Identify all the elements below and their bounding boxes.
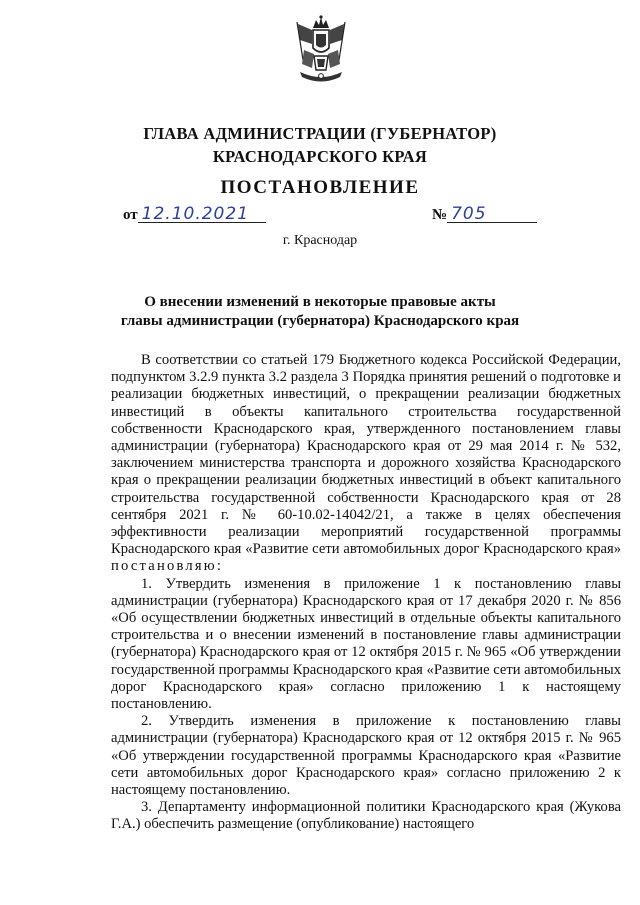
authority-line-1: ГЛАВА АДМИНИСТРАЦИИ (ГУБЕРНАТОР) xyxy=(143,124,497,143)
document-body xyxy=(111,352,621,834)
authority-line-2: КРАСНОДАРСКОГО КРАЯ xyxy=(212,147,428,166)
decree-word: постановляю: xyxy=(111,558,224,575)
number-row xyxy=(432,206,537,224)
document-type: ПОСТАНОВЛЕНИЕ xyxy=(220,177,420,198)
handwritten-number: 705 xyxy=(447,206,537,223)
date-row xyxy=(123,206,266,224)
paragraph-preamble xyxy=(111,352,621,576)
coat-of-arms-icon xyxy=(292,14,350,86)
city: г. Краснодар xyxy=(282,233,358,248)
paragraph-3: 3. Департаменту информационной политики Краснодарского края (Жукова Г.А.) обеспечить размещение (опубликование) настоящего xyxy=(111,799,621,833)
paragraph-1: 1. Утвердить изменения в приложение 1 к постановлению главы администрации (губернатора) Краснодарского края от 17 декабря 2020 г. № 856 «Об осуществлении бюджетных инвестиций в отдельные объекты капитального строительства и о внесении изменений в постановление главы администрации (губернатора) Краснодарского края от 12 октября 2015 г. № 965 «Об утверждении государственной программы Краснодарского края «Развитие сети автомобильных дорог Краснодарского края» согласно приложению 1 к настоящему постановлению. xyxy=(111,575,621,713)
preamble-text: В соответствии со статьей 179 Бюджетного кодекса Российской Федерации, подпунктом 3.2.9 пункта 3.2 раздела 3 Порядка принятия решений о подготовке и реализации бюджетных инвестиций, о прекращении реализации бюджетных инвестиций в объекты капитального строительства государственной собственности Краснодарского края, утвержденного постановлением главы администрации (губернатора) Краснодарского края от 29 мая 2014 г. № 532, заключением министерства транспорта и дорожного хозяйства Краснодарского края о прекращении реализации бюджетных инвестиций в объект капитального строительства государственной собственности Краснодарского края от 28 сентября 2021 г. № 60-10.02-14042/21, а также в целях обеспечения эффективности реализации мероприятий государственной программы Краснодарского края «Развитие сети автомобильных дорог Краснодарского края» xyxy=(111,352,621,558)
handwritten-date: 12.10.2021 xyxy=(138,206,266,223)
date-prefix: от xyxy=(123,207,138,223)
document-title-line-1: О внесении изменений в некоторые правовые акты xyxy=(144,294,496,310)
document-title-line-2: главы администрации (губернатора) Краснодарского края xyxy=(120,313,520,329)
number-prefix: № xyxy=(432,207,448,223)
paragraph-2: 2. Утвердить изменения в приложение к постановлению главы администрации (губернатора) Краснодарского края от 12 октября 2015 г. № 965 «Об утверждении государственной программы Краснодарского края «Развитие сети автомобильных дорог Краснодарского края» согласно приложению 2 к настоящему постановлению. xyxy=(111,713,621,799)
